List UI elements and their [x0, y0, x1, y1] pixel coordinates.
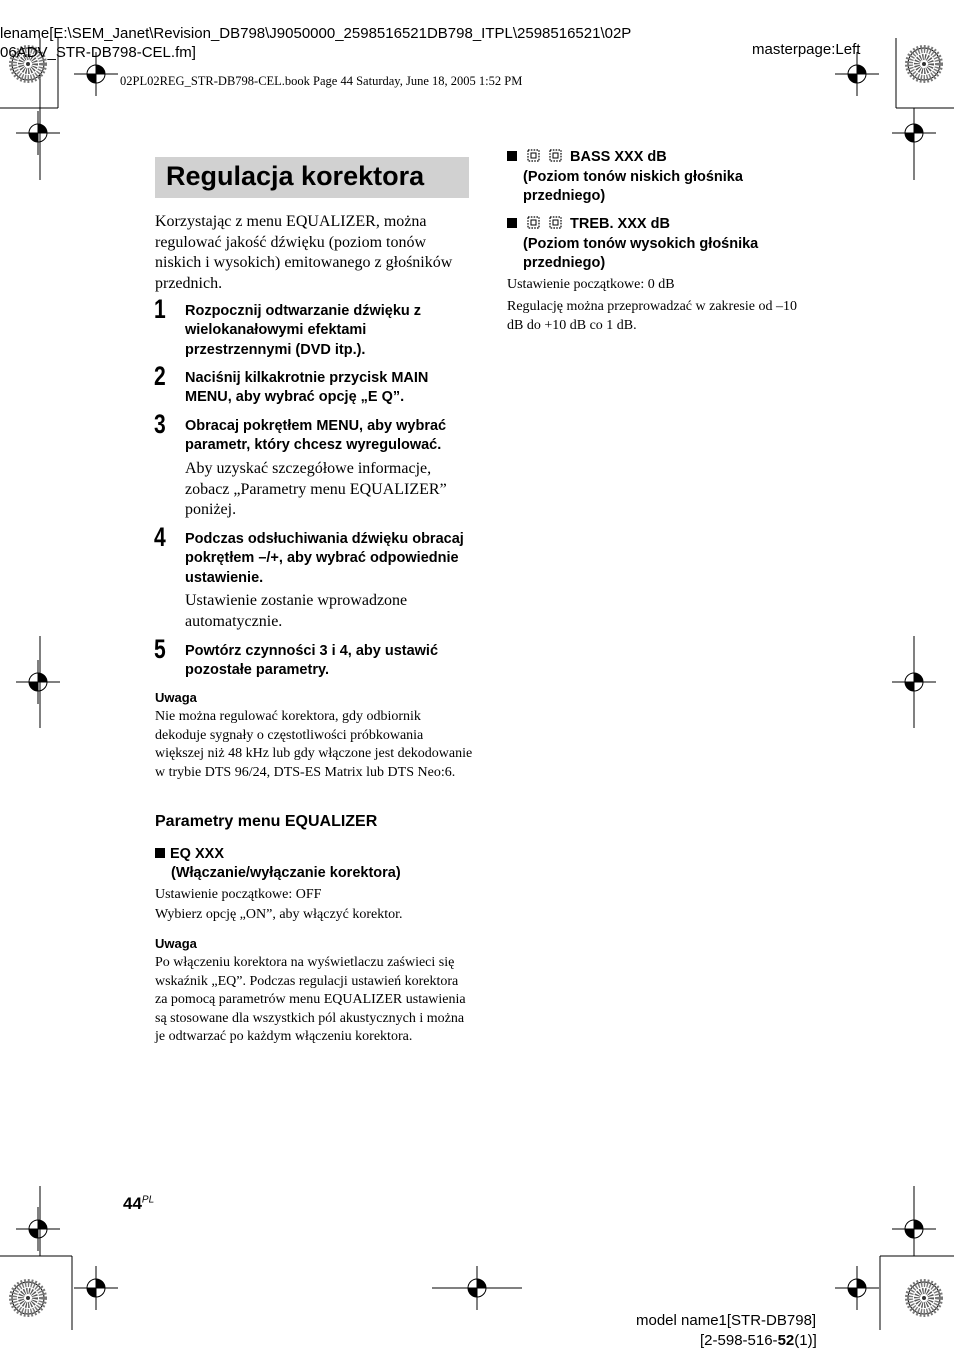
treb-param-name: TREB. XXX dB — [570, 216, 670, 232]
treb-param-title — [507, 215, 670, 234]
registration-mark-icon — [74, 1266, 118, 1310]
page-number — [123, 1194, 154, 1214]
step-detail-4: Ustawienie zostanie wprowadzone automatycznie. — [185, 592, 408, 630]
bass-param-name: BASS XXX dB — [570, 149, 667, 165]
note-text-2: Po włączeniu korektora na wyświetlaczu zaświeci się wskaźnik „EQ”. Podczas regulacji ustawień korektora za pomocą parametrów menu EQUALIZER ustawienia są stosowane dla wszystkich pól akustycznych i można je odtwarzać po każdym włączeniu korektora. — [155, 955, 466, 1044]
bass-param-desc-2: przedniego) — [523, 188, 606, 204]
bullet-square — [507, 151, 517, 161]
step-text-2: Naciśnij kilkakrotnie przycisk MAIN MENU, aby wybrać opcję „E Q”. — [185, 370, 429, 406]
note-heading-2: Uwaga — [155, 936, 197, 951]
bullet-square — [155, 848, 165, 858]
bass-param-desc-1: (Poziom tonów niskich głośnika — [523, 169, 743, 185]
treb-param-desc-2: przedniego) — [523, 255, 606, 271]
part-code-prefix: [2-598-516- — [700, 1332, 778, 1349]
filename-line-2: 06ADV_STR-DB798-CEL.fm] — [0, 44, 196, 61]
model-name-line: model name1[STR-DB798] — [636, 1312, 817, 1329]
registration-mark-icon — [16, 1207, 60, 1251]
speaker-l-icon — [526, 215, 541, 230]
step-text-3: Obracaj pokrętłem MENU, aby wybrać parametr, który chcesz wyregulować. — [185, 418, 447, 454]
speaker-l-icon — [526, 148, 541, 163]
part-code-line — [700, 1331, 817, 1350]
bullet-square — [507, 218, 517, 228]
intro-paragraph: Korzystając z menu EQUALIZER, można regulować jakość dźwięku (poziom tonów niskich i wysokich) emitowanego z głośników przednich. — [155, 213, 453, 292]
right-range-desc: Regulację można przeprowadzać w zakresie od –10 dB do +10 dB co 1 dB. — [507, 299, 797, 333]
part-code-bold: 52 — [777, 1332, 795, 1349]
registration-mark-icon — [16, 660, 60, 704]
step-number-3: 3 — [154, 409, 166, 439]
registration-mark-icon — [892, 111, 936, 155]
eq-default: Ustawienie początkowe: OFF — [155, 887, 322, 902]
eq-instruction: Wybierz opcję „ON”, aby włączyć korektor. — [155, 907, 403, 922]
step-text-5: Powtórz czynności 3 i 4, aby ustawić pozostałe parametry. — [185, 643, 439, 679]
note-text-1: Nie można regulować korektora, gdy odbiornik dekoduje sygnały o częstotliwości próbkowania większej niż 48 kHz lub gdy włączone jest dekodowanie w trybie DTS 96/24, DTS-ES Matrix lub DTS Neo:6. — [155, 709, 473, 780]
part-code-suffix: (1)] — [794, 1332, 817, 1349]
masterpage-label: masterpage:Left — [752, 41, 861, 58]
step-text-4: Podczas odsłuchiwania dźwięku obracaj pokrętłem –/+, aby wybrać odpowiednie ustawienie. — [185, 531, 464, 586]
step-number-2: 2 — [154, 361, 166, 391]
page-number-value: 44 — [123, 1194, 142, 1213]
filename-line-1: lename[E:\SEM_Janet\Revision_DB798\J9050000_2598516521DB798_ITPL\2598516521\02P — [0, 25, 632, 42]
step-text-1: Rozpocznij odtwarzanie dźwięku z wielokanałowymi efektami przestrzennymi (DVD itp.). — [185, 303, 422, 358]
color-wheel-icon — [908, 48, 940, 80]
speaker-r-icon — [548, 215, 563, 230]
color-wheel-icon — [908, 1282, 940, 1314]
note-heading-1: Uwaga — [155, 690, 197, 705]
eq-param-title — [155, 845, 465, 864]
eq-param-desc: (Włączanie/wyłączanie korektora) — [171, 865, 401, 881]
bass-param-title — [507, 148, 667, 167]
step-number-1: 1 — [154, 294, 166, 324]
right-default: Ustawienie początkowe: 0 dB — [507, 277, 675, 292]
page-number-suffix: PL — [141, 1194, 155, 1206]
step-number-4: 4 — [154, 522, 166, 552]
registration-mark-icon — [892, 1207, 936, 1251]
registration-mark-icon — [16, 111, 60, 155]
step-detail-3: Aby uzyskać szczegółowe informacje, zobacz „Parametry menu EQUALIZER” poniżej. — [185, 460, 447, 518]
treb-param-desc-1: (Poziom tonów wysokich głośnika — [523, 236, 759, 252]
eq-param-name: EQ XXX — [170, 846, 224, 862]
page-title: Regulacja korektora — [166, 161, 425, 191]
step-number-5: 5 — [154, 634, 166, 664]
registration-mark-icon — [835, 1266, 879, 1310]
color-wheel-icon — [12, 1282, 44, 1314]
book-info-line: 02PL02REG_STR-DB798-CEL.book Page 44 Saturday, June 18, 2005 1:52 PM — [120, 74, 523, 88]
params-heading: Parametry menu EQUALIZER — [155, 813, 378, 830]
speaker-r-icon — [548, 148, 563, 163]
page-title-box — [155, 157, 469, 198]
